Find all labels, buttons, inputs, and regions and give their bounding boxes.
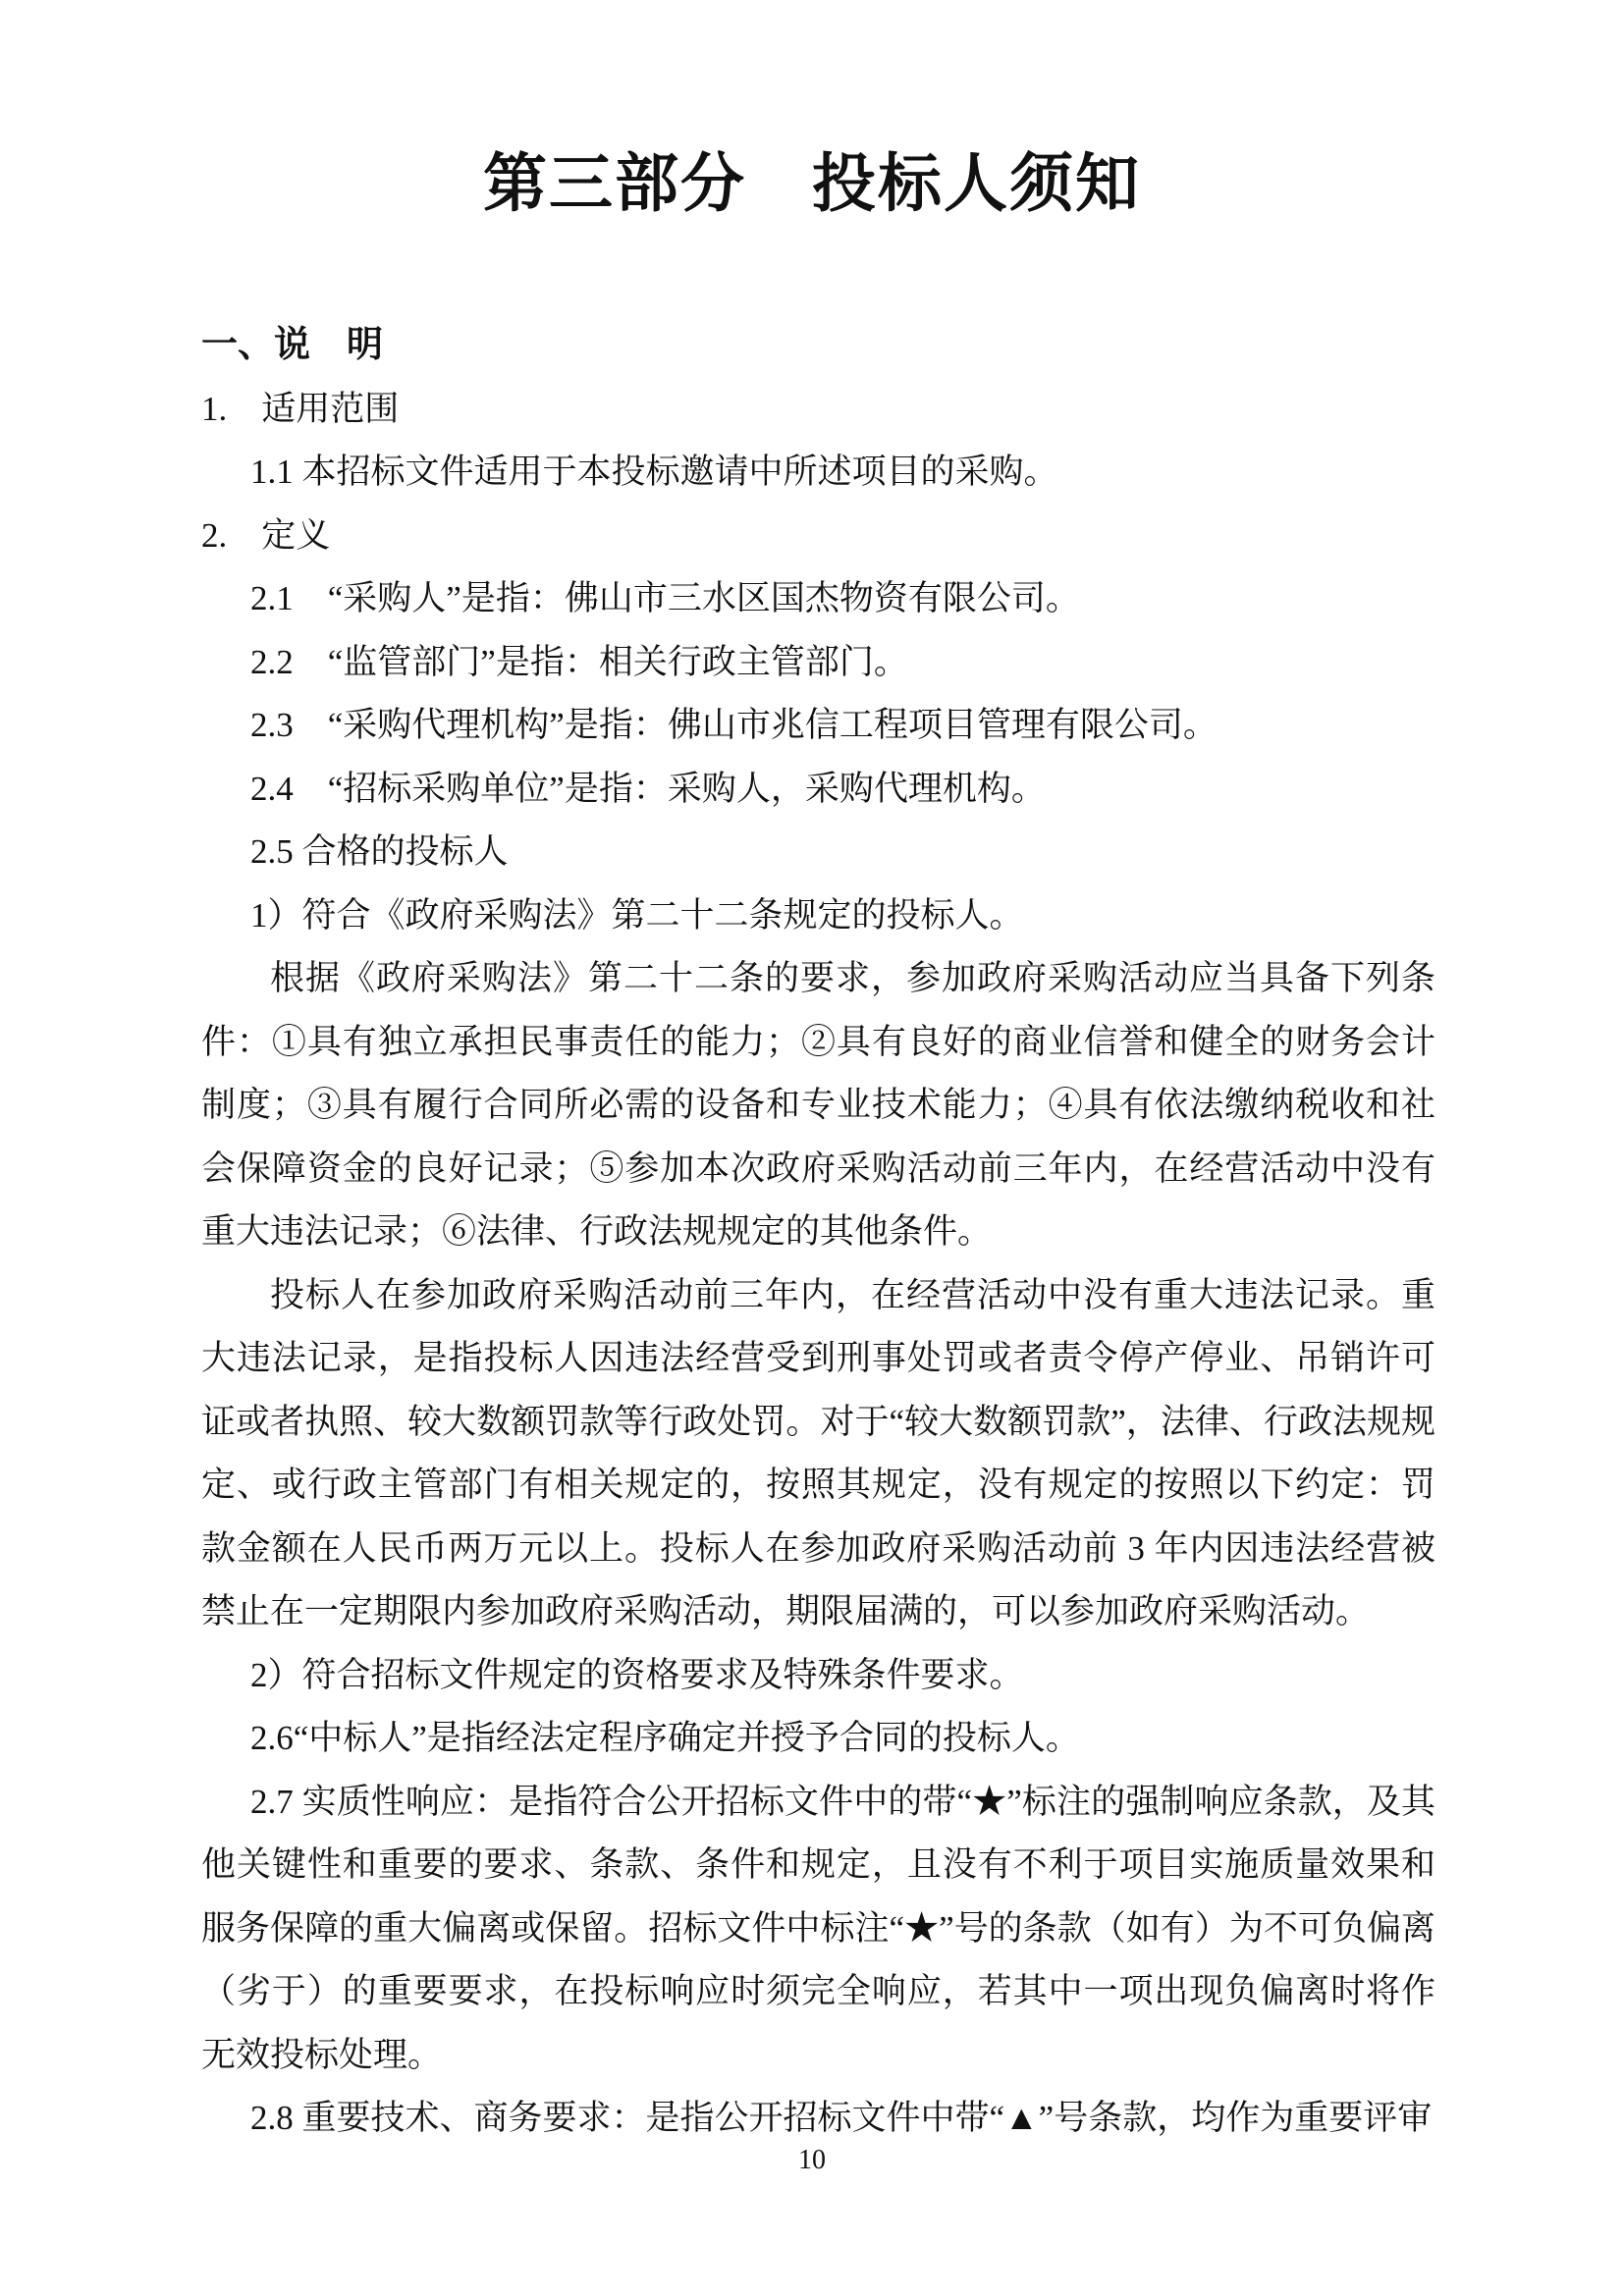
clause-2-8-important-requirements: 2.8 重要技术、商务要求：是指公开招标文件中带“▲”号条款，均作为重要评审 [250,2099,1433,2137]
clause-2-definitions-heading: 2. 定义 [201,515,331,555]
item-2-qualification-requirements: 2）符合招标文件规定的资格要求及特殊条件要求。 [250,1655,1024,1694]
clause-2-7-substantive-response: 2.7 实质性响应：是指符合公开招标文件中的带“★”标注的强制响应条款，及其他关键性和重要的要求、条款、条件和规定，且没有不利于项目实施质量效果和服务保障的重大偏离或保留。招标文件中标注“★”号的条款（如有）为不可负偏离（劣于）的重要要求，在投标响应时须完全响应，若其中一项出现负偏离时将作无效投标处理。 [201,1782,1435,2074]
section-heading-explanation: 一、说 明 [201,325,383,365]
clause-2-4-tendering-unit: 2.4 “招标采购单位”是指：采购人，采购代理机构。 [250,769,1046,808]
clause-1-scope-heading: 1. 适用范围 [201,389,400,428]
page-number: 10 [798,2145,826,2175]
paragraph-article-22-conditions: 根据《政府采购法》第二十二条的要求，参加政府采购活动应当具备下列条件：①具有独立承担民事责任的能力；②具有良好的商业信誉和健全的财务会计制度；③具有履行合同所必需的设备和专业技术能力；④具有依法缴纳税收和社会保障资金的良好记录；⑤参加本次政府采购活动前三年内，在经营活动中没有重大违法记录；⑥法律、行政法规规定的其他条件。 [201,959,1435,1251]
page-title: 第三部分 投标人须知 [482,149,1141,220]
paragraph-major-violation-definition: 投标人在参加政府采购活动前三年内，在经营活动中没有重大违法记录。重大违法记录，是指投标人因违法经营受到刑事处罚或者责令停产停业、吊销许可证或者执照、较大数额罚款等行政处罚。对于“较大数额罚款”，法律、行政法规规定、或行政主管部门有相关规定的，按照其规定，没有规定的按照以下约定：罚款金额在人民币两万元以上。投标人在参加政府采购活动前 3 年内因违法经营被禁止在一定期限内参加政府采购活动，期限届满的，可以参加政府采购活动。 [201,1275,1435,1630]
clause-2-6-winning-bidder: 2.6“中标人”是指经法定程序确定并授予合同的投标人。 [250,1719,1080,1757]
clause-2-3-procurement-agency: 2.3 “采购代理机构”是指：佛山市兆信工程项目管理有限公司。 [250,706,1218,744]
clause-2-2-regulator: 2.2 “监管部门”是指：相关行政主管部门。 [250,642,908,681]
item-1-law-article-22: 1）符合《政府采购法》第二十二条规定的投标人。 [250,895,1024,934]
document-body [201,314,1435,2151]
clause-1-1-applicability: 1.1 本招标文件适用于本投标邀请中所述项目的采购。 [250,453,1058,491]
clause-2-5-qualified-bidders-heading: 2.5 合格的投标人 [250,832,509,871]
clause-2-1-purchaser: 2.1 “采购人”是指：佛山市三水区国杰物资有限公司。 [250,579,1080,617]
